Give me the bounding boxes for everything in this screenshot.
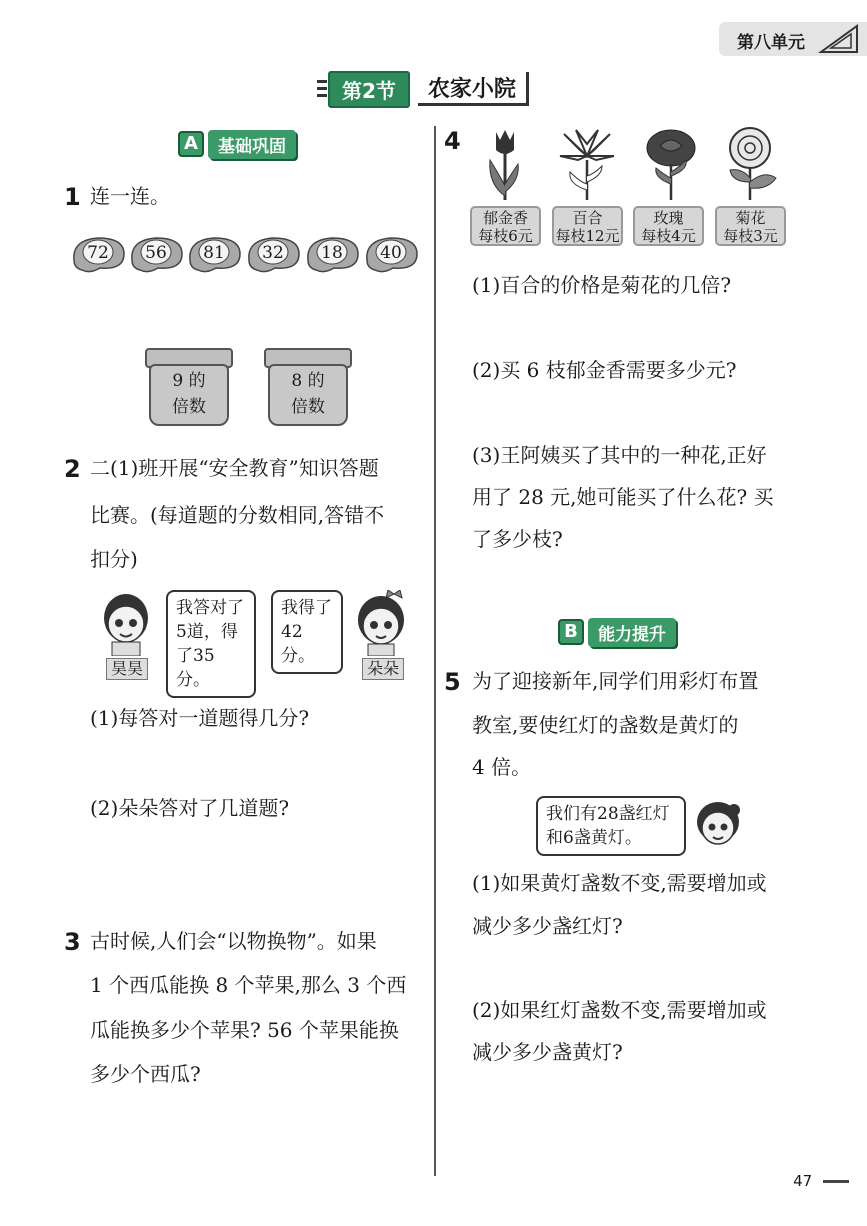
number-leaf[interactable] — [186, 234, 244, 278]
question-3-line1: 古时候,人们会“以物换物”。如果 — [90, 929, 377, 953]
question-5-line1: 为了迎接新年,同学们用彩灯布置 — [472, 669, 759, 693]
question-3-line3: 瓜能换多少个苹果? 56 个苹果能换 — [90, 1018, 399, 1042]
question-4-sub3-line1: (3)王阿姨买了其中的一种花,正好 — [472, 443, 767, 467]
page-number-rule — [823, 1180, 849, 1183]
page-number-text: 47 — [793, 1172, 813, 1190]
leaf-number: 40 — [380, 243, 402, 263]
flower-name: 菊花 — [735, 209, 766, 227]
part-b-letter: B — [558, 619, 584, 645]
jar-label-line1: 8 的 — [291, 371, 325, 391]
leaf-icon — [186, 234, 244, 274]
boy-avatar-icon — [98, 590, 154, 656]
chrysanthemum-icon — [720, 126, 782, 202]
leaf-number: 81 — [203, 243, 225, 263]
question-4-sub2: (2)买 6 枝郁金香需要多少元? — [472, 358, 737, 382]
unit-tab — [719, 22, 867, 56]
question-5-sub1-line1: (1)如果黄灯盏数不变,需要增加或 — [472, 871, 767, 895]
flower-card-chrysanthemum — [715, 206, 786, 246]
leaf-number: 72 — [87, 243, 109, 263]
section-title — [328, 72, 529, 106]
lights-bubble-line2: 和6盏黄灯。 — [546, 828, 642, 848]
question-5-sub1-line2: 减少多少盏红灯? — [472, 914, 623, 938]
flower-card-rose — [633, 206, 704, 246]
question-number-1: 1 — [64, 183, 81, 211]
girl-speech-bubble — [271, 590, 343, 674]
question-3-line2: 1 个西瓜能换 8 个苹果,那么 3 个西 — [90, 973, 407, 997]
ruler-triangle-icon — [817, 24, 861, 54]
flower-card-lily — [552, 206, 623, 246]
question-2-sub2: (2)朵朵答对了几道题? — [90, 796, 290, 820]
leaf-number: 18 — [321, 243, 343, 263]
question-number-5: 5 — [444, 668, 461, 696]
leaf-number: 32 — [262, 243, 284, 263]
question-number-3: 3 — [64, 928, 81, 956]
number-leaf[interactable] — [363, 234, 421, 278]
number-leaf[interactable] — [70, 234, 128, 278]
child-avatar-icon — [694, 800, 742, 850]
leaf-icon — [304, 234, 362, 274]
question-2-line3: 扣分) — [90, 547, 138, 571]
girl-name-tag: 朵朵 — [362, 658, 404, 680]
question-2-sub1: (1)每答对一道题得几分? — [90, 706, 310, 730]
part-b-badge — [558, 618, 676, 646]
girl-avatar-icon — [352, 590, 410, 656]
number-leaf[interactable] — [304, 234, 362, 278]
flower-card-tulip — [470, 206, 541, 246]
question-4-sub1: (1)百合的价格是菊花的几倍? — [472, 273, 732, 297]
boy-bubble-line2: 5道，得 — [176, 622, 238, 642]
boy-bubble-line3: 了35分。 — [176, 646, 215, 690]
question-5-sub2-line1: (2)如果红灯盏数不变,需要增加或 — [472, 998, 767, 1022]
leaf-icon — [363, 234, 421, 274]
leaf-icon — [245, 234, 303, 274]
girl-bubble-line2: 42分。 — [281, 622, 315, 666]
leaf-icon — [70, 234, 128, 274]
question-4-sub3-line3: 了多少枝? — [472, 527, 563, 551]
jar-label-line2: 倍数 — [291, 397, 325, 417]
question-5-line3: 4 倍。 — [472, 755, 532, 779]
jar-multiples-of-9 — [145, 348, 233, 428]
question-4-sub3-line2: 用了 28 元,她可能买了什么花? 买 — [472, 485, 774, 509]
flower-price: 每枝4元 — [641, 227, 696, 245]
lights-bubble-line1: 我们有28盏红灯 — [546, 804, 670, 824]
part-a-title: 基础巩固 — [208, 130, 296, 159]
question-1-text: 连一连。 — [90, 184, 170, 208]
boy-name-tag: 昊昊 — [106, 658, 148, 680]
question-number-2: 2 — [64, 455, 81, 483]
question-2-line1: 二(1)班开展“安全教育”知识答题 — [90, 456, 379, 480]
flower-name: 郁金香 — [482, 209, 528, 227]
flower-name: 玫瑰 — [653, 209, 684, 227]
leaf-number: 56 — [145, 243, 167, 263]
lights-speech-bubble — [536, 796, 686, 856]
jar-label-line1: 9 的 — [172, 371, 206, 391]
question-3-line4: 多少个西瓜? — [90, 1062, 201, 1086]
flower-name: 百合 — [572, 209, 603, 227]
part-a-badge — [178, 130, 296, 158]
section-name: 农家小院 — [418, 72, 529, 106]
page-number — [793, 1172, 849, 1190]
question-2-line2: 比赛。(每道题的分数相同,答错不 — [90, 503, 385, 527]
column-divider — [434, 126, 436, 1176]
jar-label — [282, 368, 334, 420]
jar-multiples-of-8 — [264, 348, 352, 428]
question-number-4: 4 — [444, 127, 461, 155]
unit-label: 第八单元 — [737, 33, 805, 53]
boy-speech-bubble — [166, 590, 256, 698]
tulip-icon — [482, 126, 528, 202]
part-a-letter: A — [178, 131, 204, 157]
leaf-icon — [128, 234, 186, 274]
question-5-sub2-line2: 减少多少盏黄灯? — [472, 1040, 623, 1064]
flower-price: 每枝3元 — [723, 227, 778, 245]
flower-price: 每枝6元 — [478, 227, 533, 245]
girl-bubble-line1: 我得了 — [281, 598, 332, 618]
boy-bubble-line1: 我答对了 — [176, 598, 244, 618]
section-number: 第2节 — [328, 71, 410, 108]
rose-icon — [640, 126, 702, 202]
lily-icon — [556, 126, 618, 202]
number-leaf[interactable] — [128, 234, 186, 278]
question-5-line2: 教室,要使红灯的盏数是黄灯的 — [472, 713, 739, 737]
jar-label — [163, 368, 215, 420]
number-leaf[interactable] — [245, 234, 303, 278]
jar-label-line2: 倍数 — [172, 397, 206, 417]
part-b-title: 能力提升 — [588, 618, 676, 647]
flower-price: 每枝12元 — [555, 227, 620, 245]
